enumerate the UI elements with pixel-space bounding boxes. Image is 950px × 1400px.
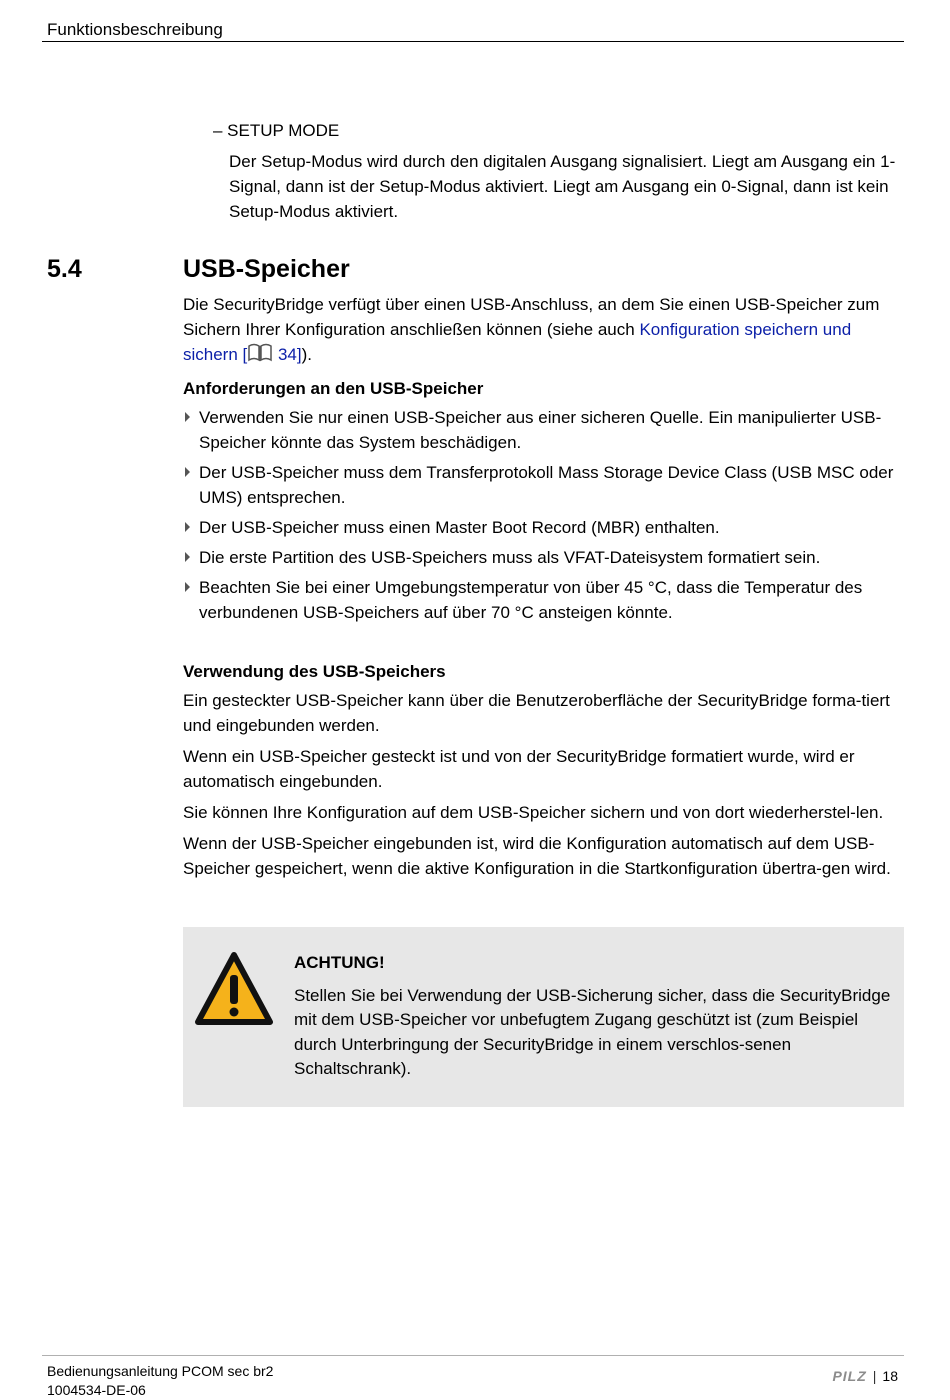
list-item: [183, 515, 895, 540]
warning-triangle-icon: [195, 951, 273, 1032]
list-item-text: Verwenden Sie nur einen USB-Speicher aus einer sicheren Quelle. Ein manipulierter USB-Speicher könnte das System beschädigen.: [199, 408, 882, 452]
intro-text-end: ).: [301, 345, 312, 364]
requirements-list: [183, 405, 895, 625]
warning-title: ACHTUNG!: [294, 953, 385, 972]
usage-heading: Verwendung des USB-Speichers: [183, 662, 446, 681]
list-item: [183, 460, 895, 510]
footer-doc-title: Bedienungsanleitung PCOM sec br2: [47, 1363, 274, 1379]
footer-page-info: [832, 1368, 898, 1384]
setup-mode-item: – SETUP MODE: [213, 121, 340, 140]
intro-paragraph: [183, 292, 895, 370]
header-divider: [42, 41, 904, 42]
config-save-link-page[interactable]: 34]: [273, 345, 302, 364]
config-save-link-text[interactable]: Konfiguration speichern und sichern [: [183, 320, 852, 364]
intro-text: Die SecurityBridge verfügt über einen USB-Anschluss, an dem Sie einen USB-Speicher zum Sichern Ihrer Konfiguration anschließen können (siehe auch: [183, 295, 880, 339]
usage-paragraph: Sie können Ihre Konfiguration auf dem USB-Speicher sichern und von dort wiederherstel-len.: [183, 803, 884, 822]
warning-box: [183, 927, 904, 1107]
list-item-text: Die erste Partition des USB-Speichers muss als VFAT-Dateisystem formatiert sein.: [199, 548, 821, 567]
section-number: 5.4: [47, 255, 82, 283]
list-item: [183, 405, 895, 455]
section-title: USB-Speicher: [183, 255, 350, 283]
list-item-text: Der USB-Speicher muss einen Master Boot Record (MBR) enthalten.: [199, 518, 720, 537]
bullet-arrow-icon: [185, 582, 190, 592]
bullet-arrow-icon: [185, 412, 190, 422]
requirements-heading: Anforderungen an den USB-Speicher: [183, 379, 484, 398]
warning-content: [294, 951, 894, 1082]
footer-separator: |: [872, 1368, 877, 1384]
list-item: [183, 575, 895, 625]
list-item-text: Beachten Sie bei einer Umgebungstemperatur von über 45 °C, dass die Temperatur des verbundenen USB-Speichers auf über 70 °C ansteigen könnte.: [199, 578, 863, 622]
setup-mode-description: Der Setup-Modus wird durch den digitalen Ausgang signalisiert. Liegt am Ausgang ein 1-Signal, dann ist der Setup-Modus aktiviert. Liegt am Ausgang ein 0-Signal, dann ist kein Setup-Modus aktiviert.: [229, 152, 896, 221]
bullet-arrow-icon: [185, 552, 190, 562]
usage-paragraph: Wenn ein USB-Speicher gesteckt ist und von der SecurityBridge formatiert wurde, wird er automatisch eingebunden.: [183, 747, 855, 791]
usage-paragraph: Ein gesteckter USB-Speicher kann über die Benutzeroberfläche der SecurityBridge forma-tiert und eingebunden werden.: [183, 691, 890, 735]
bullet-arrow-icon: [185, 467, 190, 477]
pilz-logo: PILZ: [832, 1368, 867, 1384]
section-content: [183, 292, 895, 887]
warning-text: Stellen Sie bei Verwendung der USB-Sicherung sicher, dass die SecurityBridge mit dem USB-Speicher vor unbefugtem Zugang geschützt ist (zum Beispiel durch Unterbringung der SecurityBridge in einem verschlos-senen Schaltschrank).: [294, 985, 891, 1078]
list-item: [183, 545, 895, 570]
bullet-arrow-icon: [185, 522, 190, 532]
footer-doc-number: 1004534-DE-06: [47, 1382, 146, 1398]
page-number: 18: [882, 1368, 898, 1384]
page-header-title: Funktionsbeschreibung: [47, 20, 223, 39]
setup-mode-block: [213, 118, 908, 224]
footer-doc-info: [47, 1362, 273, 1400]
list-item-text: Der USB-Speicher muss dem Transferprotokoll Mass Storage Device Class (USB MSC oder UMS) entsprechen.: [199, 463, 894, 507]
usage-paragraph: Wenn der USB-Speicher eingebunden ist, wird die Konfiguration automatisch auf dem USB-Speicher gespeichert, wenn die aktive Konfiguration in die Startkonfiguration übertra-gen wird.: [183, 834, 891, 878]
book-icon: [247, 343, 273, 370]
footer-divider: [42, 1355, 904, 1356]
